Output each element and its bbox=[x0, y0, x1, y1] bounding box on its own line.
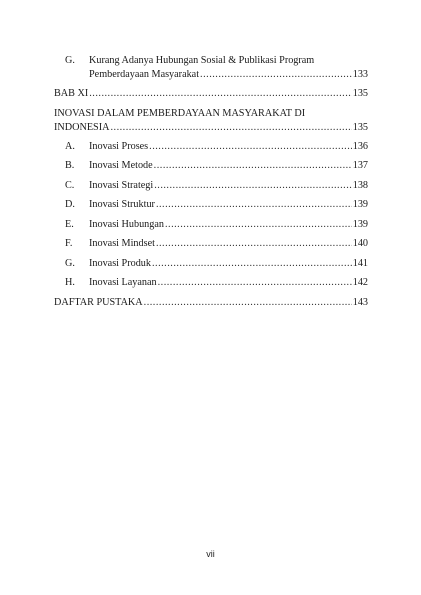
toc-page-number: 135 bbox=[352, 122, 368, 133]
toc-entry-title: Pemberdayaan Masyarakat bbox=[89, 69, 200, 80]
toc-letter: B. bbox=[65, 160, 75, 171]
toc-entry-title: Inovasi Strategi bbox=[89, 180, 154, 191]
toc-letter: D. bbox=[65, 199, 75, 210]
toc-entry-d[interactable] bbox=[54, 198, 368, 211]
toc-entry-g[interactable] bbox=[54, 257, 368, 270]
toc-letter: C. bbox=[65, 180, 75, 191]
toc-entry-h[interactable] bbox=[54, 276, 368, 289]
toc-letter: G. bbox=[65, 258, 75, 269]
toc-entry-title: Inovasi Mindset bbox=[89, 238, 155, 249]
page-number: vii bbox=[206, 549, 215, 559]
dot-leader bbox=[89, 87, 351, 100]
toc-entry-title: Inovasi Hubungan bbox=[89, 219, 164, 230]
toc-entry-b[interactable] bbox=[54, 159, 368, 172]
toc-entry-e[interactable] bbox=[54, 218, 368, 231]
toc-entry-g-top[interactable] bbox=[54, 68, 368, 81]
dot-leader bbox=[154, 159, 352, 172]
toc-entry-title: DAFTAR PUSTAKA bbox=[54, 297, 143, 308]
toc-page-number: 135 bbox=[352, 88, 368, 99]
dot-leader bbox=[156, 237, 352, 250]
dot-leader bbox=[110, 121, 351, 134]
toc-entry-title: Inovasi Struktur bbox=[89, 199, 155, 210]
toc-page-number: 142 bbox=[352, 277, 368, 288]
toc-page-number: 133 bbox=[352, 69, 368, 80]
toc-entry-title: Inovasi Metode bbox=[89, 160, 153, 171]
toc-entry-title: INDONESIA bbox=[54, 122, 110, 133]
toc-entry-f[interactable] bbox=[54, 237, 368, 250]
toc-letter: F. bbox=[65, 238, 73, 249]
dot-leader bbox=[200, 68, 352, 81]
toc-letter: G. bbox=[65, 55, 75, 66]
toc-entry-bab[interactable] bbox=[54, 87, 368, 100]
dot-leader bbox=[165, 218, 352, 231]
toc-entry-title: Inovasi Layanan bbox=[89, 277, 157, 288]
dot-leader bbox=[154, 179, 351, 192]
toc-entry-daftar-pustaka[interactable] bbox=[54, 296, 368, 309]
toc-entry-c[interactable] bbox=[54, 179, 368, 192]
dot-leader bbox=[156, 198, 352, 211]
toc-entry-a[interactable] bbox=[54, 140, 368, 153]
toc-page-number: 139 bbox=[352, 219, 368, 230]
dot-leader bbox=[152, 257, 352, 270]
toc-entry-title-line1: Kurang Adanya Hubungan Sosial & Publikasi Program bbox=[89, 55, 315, 66]
toc-page-number: 141 bbox=[352, 258, 368, 269]
toc-chapter-title-line1: INOVASI DALAM PEMBERDAYAAN MASYARAKAT DI bbox=[54, 108, 306, 119]
dot-leader bbox=[158, 276, 352, 289]
toc-entry-title: Inovasi Produk bbox=[89, 258, 151, 269]
toc-letter: A. bbox=[65, 141, 75, 152]
dot-leader bbox=[144, 296, 352, 309]
toc-page-number: 140 bbox=[352, 238, 368, 249]
toc-letter: H. bbox=[65, 277, 75, 288]
toc-letter: E. bbox=[65, 219, 74, 230]
toc-page-number: 136 bbox=[352, 141, 368, 152]
dot-leader bbox=[149, 140, 352, 153]
toc-page-number: 138 bbox=[352, 180, 368, 191]
toc-entry-title: Inovasi Proses bbox=[89, 141, 149, 152]
toc-entry-chapter[interactable] bbox=[54, 121, 368, 134]
toc-page-number: 139 bbox=[352, 199, 368, 210]
toc-page-number: 143 bbox=[352, 297, 368, 308]
toc-page-number: 137 bbox=[352, 160, 368, 171]
toc-entry-title: BAB XI bbox=[54, 88, 89, 99]
